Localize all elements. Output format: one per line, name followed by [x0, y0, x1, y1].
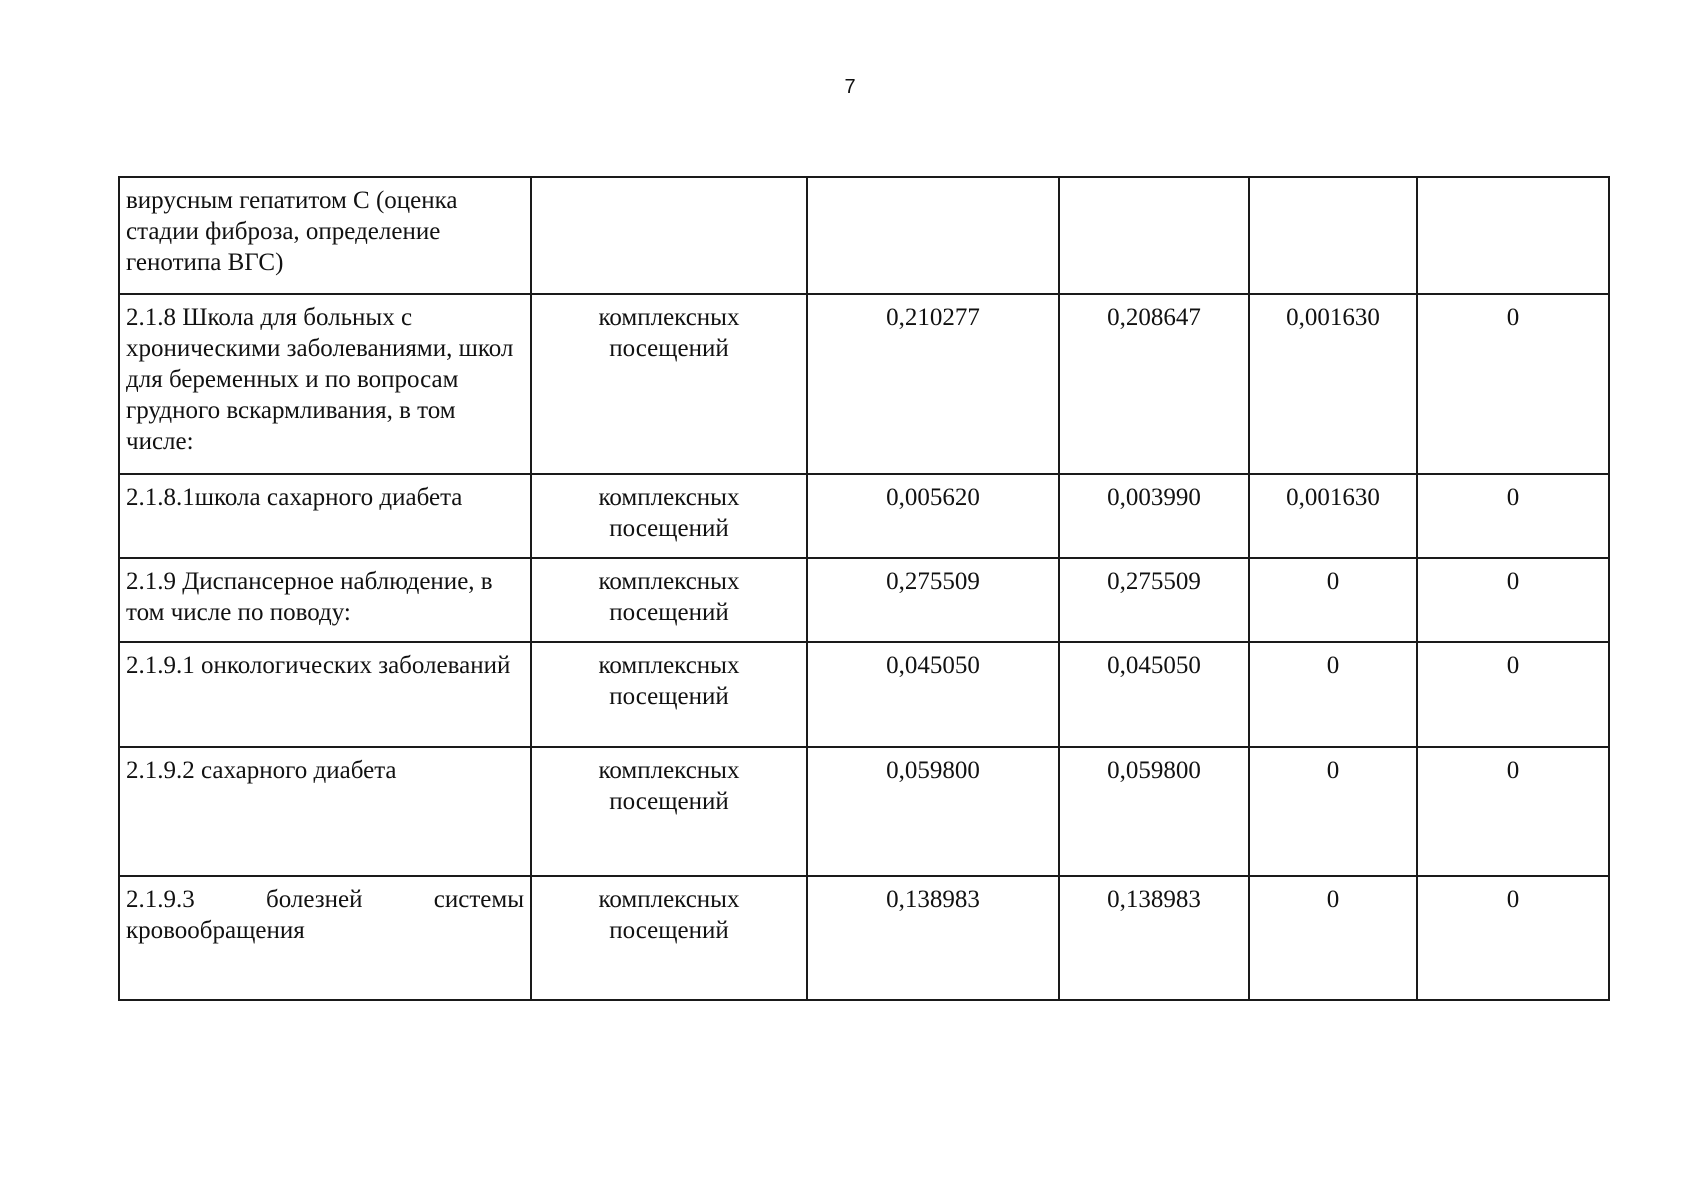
row-name: 2.1.8 Школа для больных с хроническими заболеваниями, школ для беременных и по вопросам грудного вскармливания, в том числе:: [119, 294, 531, 474]
row-value-4: 0: [1417, 294, 1609, 474]
table-row: [119, 558, 1609, 642]
row-value-1: 0,138983: [807, 876, 1059, 1000]
row-unit: комплексных посещений: [531, 294, 807, 474]
row-value-2: 0,275509: [1059, 558, 1249, 642]
row-name: 2.1.9.3 болезней системы кровообращения: [119, 876, 531, 1000]
row-value-1: 0,005620: [807, 474, 1059, 558]
row-value-4: 0: [1417, 474, 1609, 558]
table-row: [119, 177, 1609, 294]
row-value-1: 0,045050: [807, 642, 1059, 747]
row-value-1: [807, 177, 1059, 294]
row-unit: комплексных посещений: [531, 558, 807, 642]
row-value-4: [1417, 177, 1609, 294]
row-unit: комплексных посещений: [531, 747, 807, 876]
row-unit: комплексных посещений: [531, 642, 807, 747]
row-name: 2.1.8.1школа сахарного диабета: [119, 474, 531, 558]
table-row: [119, 642, 1609, 747]
row-value-2: 0,003990: [1059, 474, 1249, 558]
row-value-2: [1059, 177, 1249, 294]
data-table: [118, 176, 1610, 1001]
row-value-3: 0: [1249, 876, 1417, 1000]
row-value-2: 0,138983: [1059, 876, 1249, 1000]
page-number: 7: [844, 76, 856, 98]
table-row: [119, 747, 1609, 876]
row-value-1: 0,059800: [807, 747, 1059, 876]
row-value-4: 0: [1417, 558, 1609, 642]
row-value-2: 0,059800: [1059, 747, 1249, 876]
row-value-4: 0: [1417, 876, 1609, 1000]
row-unit: комплексных посещений: [531, 876, 807, 1000]
table-row: [119, 294, 1609, 474]
row-name: 2.1.9.2 сахарного диабета: [119, 747, 531, 876]
row-value-3: 0,001630: [1249, 294, 1417, 474]
row-unit: [531, 177, 807, 294]
row-value-3: [1249, 177, 1417, 294]
row-value-1: 0,210277: [807, 294, 1059, 474]
row-name: 2.1.9 Диспансерное наблюдение, в том числе по поводу:: [119, 558, 531, 642]
row-unit: комплексных посещений: [531, 474, 807, 558]
row-value-2: 0,208647: [1059, 294, 1249, 474]
row-value-3: 0: [1249, 558, 1417, 642]
row-value-3: 0,001630: [1249, 474, 1417, 558]
row-value-4: 0: [1417, 642, 1609, 747]
row-value-1: 0,275509: [807, 558, 1059, 642]
row-value-3: 0: [1249, 747, 1417, 876]
row-value-3: 0: [1249, 642, 1417, 747]
row-value-2: 0,045050: [1059, 642, 1249, 747]
row-value-4: 0: [1417, 747, 1609, 876]
table-row: [119, 474, 1609, 558]
table-row: [119, 876, 1609, 1000]
row-name: вирусным гепатитом С (оценка стадии фиброза, определение генотипа ВГС): [119, 177, 531, 294]
row-name: 2.1.9.1 онкологических заболеваний: [119, 642, 531, 747]
